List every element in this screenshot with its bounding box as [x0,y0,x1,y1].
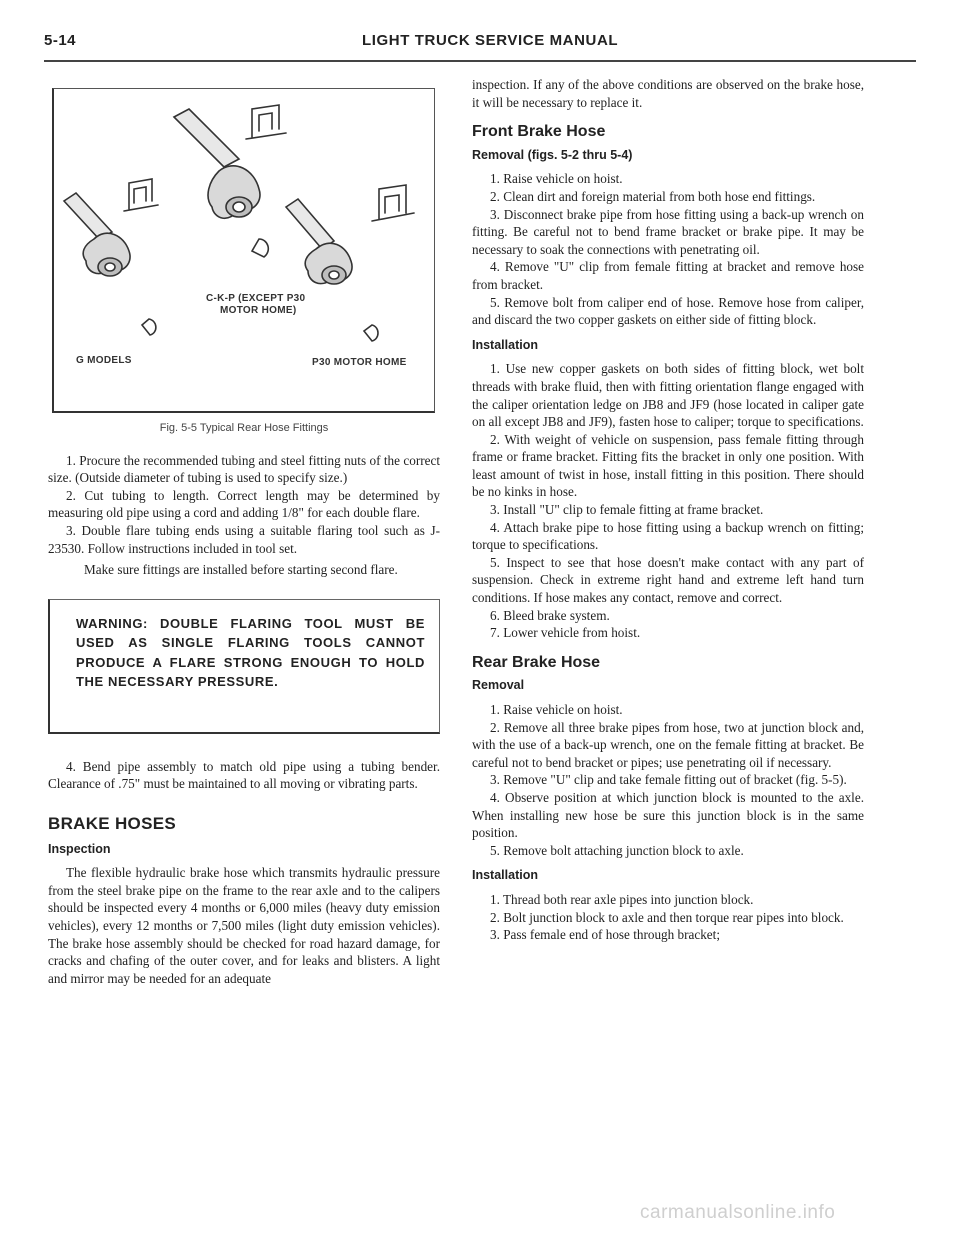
running-title: LIGHT TRUCK SERVICE MANUAL [362,32,619,49]
rear-brake-hose-heading: Rear Brake Hose [472,653,601,671]
front-install-step: 7. Lower vehicle from hoist. [490,625,641,641]
front-removal-step: 1. Raise vehicle on hoist. [490,171,623,187]
figure-rear-hose-fittings [52,88,435,413]
watermark: carmanualsonline.info [640,1202,836,1223]
front-removal-step: 4. Remove "U" clip from female fitting at bracket and remove hose from bracket. [472,259,864,292]
front-install-step: 3. Install "U" clip to female fitting at frame bracket. [490,502,764,518]
rear-removal-step: 4. Observe position at which junction block is mounted to the axle. When installing new hose be sure this junction block is in the same position. [472,789,864,841]
front-install-step: 1. Use new copper gaskets on both sides of fitting block, wet bolt threads with brake fluid, then with fitting orientation flange engaged with the caliper orientation ledge on JB8 and JF9 (hose located in caliper gate on all except JB8 and JF9), fasten hose to caliper; torque to specifications. [472,361,864,430]
rear-removal-step: 5. Remove bolt attaching junction block to axle. [490,842,744,858]
inspection-paragraph: The flexible hydraulic brake hose which transmits hydraulic pressure from the steel brake pipe on the frame to the rear axle and to the calipers should be inspected every 4 months or 6,000 miles (heavy duty emission vehicles), every 12 months or 7,500 miles (light duty emission vehicles). The brake hose assembly should be checked for road hazard damage, for cracks and chafing of the outer cover, and for leaks and blisters. A light and mirror may be needed for an adequate [48,865,440,986]
rear-removal-step: 3. Remove "U" clip and take female fitting out of bracket (fig. 5-5). [490,772,847,788]
figure-label-ckp-line1: C-K-P (EXCEPT P30 [206,293,306,304]
rear-install-step: 3. Pass female end of hose through bracket; [490,927,720,943]
figure-label-p30: P30 MOTOR HOME [312,357,407,368]
front-install-step: 2. With weight of vehicle on suspension, pass female fitting through frame or frame bracket. Fitting fits the bracket in only one position. With least amount of twist in hose, install fitting in this position. There should be no kinks in hose. [472,431,864,500]
rear-removal-heading: Removal [472,678,525,693]
front-removal-heading: Removal (figs. 5-2 thru 5-4) [472,147,633,162]
rear-removal-step: 1. Raise vehicle on hoist. [490,702,623,717]
center-hose-drawing [174,105,286,257]
front-removal-step: 2. Clean dirt and foreign material from both hose end fittings. [490,188,816,204]
warning-box: WARNING: DOUBLE FLARING TOOL MUST BE USED AS SINGLE FLARING TOOLS CANNOT PRODUCE A FLARE STRONG ENOUGH TO HOLD THE NECESSARY PRESSURE. [48,599,440,734]
inspection-heading: Inspection [48,841,111,856]
right-column [472,76,864,944]
figure-caption: Fig. 5-5 Typical Rear Hose Fittings [159,422,329,434]
front-install-step: 5. Inspect to see that hose doesn't make contact with any part of suspension. Check in extreme right hand and extreme left hand turn conditions. If hose makes any contact, remove and correct. [472,554,864,606]
front-removal-step: 3. Disconnect brake pipe from hose fitting using a back-up wrench on fitting. Be careful not to bend frame bracket or brake pipe. It may be necessary to soak the connections with penetrating oil. [472,206,864,257]
section-title-brake-hoses: BRAKE HOSES [48,813,176,833]
left-column [48,76,440,987]
flare-note: Make sure fittings are installed before starting second flare. [84,562,398,578]
rear-removal-step: 2. Remove all three brake pipes from hose, two at junction block and, with the use of a back-up wrench, one on the female fitting at bracket. Be careful not to bend bracket or pipes; use penetrating oil if necessary. [472,719,864,770]
figure-label-ckp [206,293,305,317]
figure-label-g-models: G MODELS [76,355,132,366]
front-install-step: 6. Bleed brake system. [490,607,610,623]
rear-install-step: 2. Bolt junction block to axle and then torque rear pipes into block. [490,909,844,925]
front-brake-hose-heading: Front Brake Hose [472,123,606,141]
flare-step-4: 4. Bend pipe assembly to match old pipe using a tubing bender. Clearance of .75" must be maintained to all moving or vibrating parts. [48,758,440,792]
page-number: 5-14 [44,32,77,49]
rear-install-step: 1. Thread both rear axle pipes into junction block. [490,891,754,907]
figure-label-ckp-line2: MOTOR HOME) [220,305,297,316]
left-hose-drawing [64,179,158,335]
rear-installation-heading: Installation [472,868,538,883]
page-header [44,32,916,54]
inspection-continued: inspection. If any of the above conditions are observed on the brake hose, it will be necessary to replace it. [472,77,864,110]
front-installation-heading: Installation [472,337,538,352]
front-install-step: 4. Attach brake pipe to hose fitting using a backup wrench on fitting; torque to specifications. [472,519,864,553]
header-rule [44,60,916,62]
flare-step-2: 2. Cut tubing to length. Correct length may be determined by measuring old pipe using a cord and adding 1/8" for each double flare. [48,487,440,521]
flare-step-3: 3. Double flare tubing ends using a suitable flaring tool such as J-23530. Follow instructions included in tool set. [48,522,440,556]
front-removal-step: 5. Remove bolt from caliper end of hose. Remove hose from caliper, and discard the two copper gaskets on either side of fitting block. [472,294,864,328]
flare-step-1: 1. Procure the recommended tubing and steel fitting nuts of the correct size. (Outside diameter of tubing is used to specify size.) [48,452,440,486]
right-hose-drawing [286,185,414,341]
